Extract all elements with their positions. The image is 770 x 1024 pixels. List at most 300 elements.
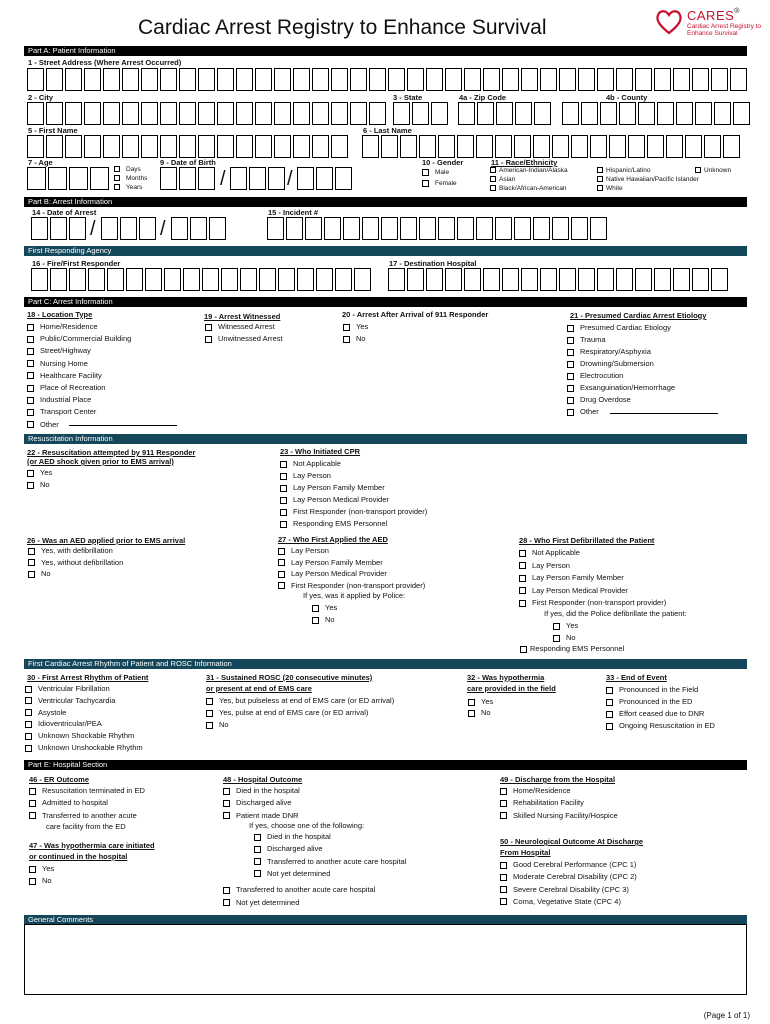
q46-option[interactable]	[29, 811, 137, 820]
char-box[interactable]	[676, 102, 693, 125]
zip-field[interactable]	[458, 102, 553, 125]
char-box[interactable]	[483, 268, 500, 291]
char-box[interactable]	[616, 68, 633, 91]
q27-option[interactable]	[278, 569, 387, 578]
fire-responder-field[interactable]	[31, 268, 373, 291]
char-box[interactable]	[476, 217, 493, 240]
q20-opt[interactable]: No	[343, 334, 366, 343]
char-box[interactable]	[477, 102, 494, 125]
char-box[interactable]	[122, 102, 139, 125]
char-box[interactable]	[198, 135, 215, 158]
checkbox[interactable]	[553, 623, 560, 630]
checkbox[interactable]	[27, 421, 34, 428]
q23-option[interactable]	[280, 507, 427, 516]
checkbox[interactable]	[205, 336, 212, 343]
q27-option[interactable]	[278, 546, 329, 555]
q18-option[interactable]	[27, 334, 131, 343]
char-box[interactable]	[343, 217, 360, 240]
q49-option[interactable]	[500, 786, 571, 795]
county-field[interactable]	[562, 102, 752, 125]
checkbox[interactable]	[606, 699, 613, 706]
char-box[interactable]	[711, 268, 728, 291]
char-box[interactable]	[297, 167, 314, 190]
checkbox[interactable]	[254, 846, 261, 853]
char-box[interactable]	[495, 135, 512, 158]
char-box[interactable]	[635, 68, 652, 91]
q21-option[interactable]	[567, 371, 623, 380]
q21-option[interactable]	[567, 335, 606, 344]
q28-option[interactable]	[519, 573, 624, 582]
checkbox[interactable]	[567, 373, 574, 380]
q22-opt[interactable]: No	[27, 480, 50, 489]
checkbox[interactable]	[29, 866, 36, 873]
char-box[interactable]	[426, 68, 443, 91]
char-box[interactable]	[578, 68, 595, 91]
char-box[interactable]	[521, 268, 538, 291]
checkbox[interactable]	[278, 548, 285, 555]
checkbox[interactable]	[280, 473, 287, 480]
q18-option[interactable]	[27, 420, 59, 429]
char-box[interactable]	[236, 102, 253, 125]
char-box[interactable]	[145, 268, 162, 291]
char-box[interactable]	[445, 68, 462, 91]
q18-option[interactable]	[27, 407, 96, 416]
q30-option[interactable]	[25, 743, 143, 752]
q22-opt[interactable]: Yes	[27, 468, 52, 477]
q26-option[interactable]	[28, 558, 123, 567]
char-box[interactable]	[521, 68, 538, 91]
char-box[interactable]	[217, 135, 234, 158]
char-box[interactable]	[515, 102, 532, 125]
checkbox[interactable]	[343, 336, 350, 343]
char-box[interactable]	[692, 68, 709, 91]
checkbox[interactable]	[312, 617, 319, 624]
checkbox[interactable]	[27, 372, 34, 379]
q28-option[interactable]	[519, 586, 628, 595]
q30-option[interactable]	[25, 684, 110, 693]
checkbox[interactable]	[519, 550, 526, 557]
char-box[interactable]	[723, 135, 740, 158]
checkbox[interactable]	[114, 175, 120, 181]
checkbox[interactable]	[29, 812, 36, 819]
char-box[interactable]	[324, 217, 341, 240]
char-box[interactable]	[50, 268, 67, 291]
q18-option[interactable]	[27, 359, 88, 368]
checkbox[interactable]	[567, 349, 574, 356]
char-box[interactable]	[88, 268, 105, 291]
char-box[interactable]	[255, 102, 272, 125]
char-box[interactable]	[616, 268, 633, 291]
char-box[interactable]	[141, 68, 158, 91]
q31-option[interactable]	[206, 696, 394, 705]
dob-day-field[interactable]	[230, 167, 287, 190]
char-box[interactable]	[69, 217, 86, 240]
char-box[interactable]	[255, 68, 272, 91]
char-box[interactable]	[502, 68, 519, 91]
char-box[interactable]	[412, 102, 429, 125]
checkbox[interactable]	[519, 562, 526, 569]
checkbox[interactable]	[27, 409, 34, 416]
q30-option[interactable]	[25, 719, 102, 728]
char-box[interactable]	[139, 217, 156, 240]
q21-option[interactable]	[567, 383, 675, 392]
checkbox[interactable]	[519, 600, 526, 607]
q47-opt[interactable]: Yes	[29, 864, 54, 873]
race-opt[interactable]: Hispanic/Latino	[597, 167, 650, 174]
char-box[interactable]	[571, 135, 588, 158]
q33-option[interactable]	[606, 697, 692, 706]
checkbox[interactable]	[597, 176, 603, 182]
checkbox[interactable]	[567, 385, 574, 392]
checkbox[interactable]	[280, 497, 287, 504]
char-box[interactable]	[464, 68, 481, 91]
char-box[interactable]	[316, 268, 333, 291]
checkbox[interactable]	[422, 169, 429, 176]
checkbox[interactable]	[27, 360, 34, 367]
char-box[interactable]	[293, 102, 310, 125]
char-box[interactable]	[69, 268, 86, 291]
q26-option[interactable]	[28, 546, 113, 555]
q50-option[interactable]	[500, 872, 637, 881]
char-box[interactable]	[407, 68, 424, 91]
char-box[interactable]	[297, 268, 314, 291]
q18-option[interactable]	[27, 383, 105, 392]
char-box[interactable]	[619, 102, 636, 125]
char-box[interactable]	[597, 68, 614, 91]
q33-option[interactable]	[606, 721, 715, 730]
char-box[interactable]	[638, 102, 655, 125]
checkbox[interactable]	[223, 887, 230, 894]
char-box[interactable]	[240, 268, 257, 291]
char-box[interactable]	[559, 268, 576, 291]
char-box[interactable]	[268, 167, 285, 190]
char-box[interactable]	[438, 217, 455, 240]
q32-opt[interactable]: Yes	[468, 697, 493, 706]
checkbox[interactable]	[254, 870, 261, 877]
checkbox[interactable]	[29, 878, 36, 885]
arrest-day-field[interactable]	[101, 217, 158, 240]
destination-field[interactable]	[388, 268, 730, 291]
char-box[interactable]	[84, 68, 101, 91]
char-box[interactable]	[312, 135, 329, 158]
race-opt[interactable]: Unknown	[695, 167, 731, 174]
char-box[interactable]	[316, 167, 333, 190]
char-box[interactable]	[350, 68, 367, 91]
q28-police-opt[interactable]: Yes	[553, 621, 578, 630]
char-box[interactable]	[730, 68, 747, 91]
checkbox[interactable]	[567, 361, 574, 368]
checkbox[interactable]	[27, 348, 34, 355]
q31-option[interactable]	[206, 708, 368, 717]
q28-ems-opt[interactable]: Responding EMS Personnel	[520, 644, 624, 653]
char-box[interactable]	[27, 102, 44, 125]
char-box[interactable]	[457, 135, 474, 158]
char-box[interactable]	[293, 135, 310, 158]
checkbox[interactable]	[223, 899, 230, 906]
char-box[interactable]	[704, 135, 721, 158]
q27-option[interactable]	[278, 581, 425, 590]
char-box[interactable]	[179, 68, 196, 91]
char-box[interactable]	[274, 135, 291, 158]
char-box[interactable]	[597, 268, 614, 291]
q19-opt[interactable]: Unwitnessed Arrest	[205, 334, 283, 343]
first-name-field[interactable]	[27, 135, 350, 158]
checkbox[interactable]	[206, 710, 213, 717]
char-box[interactable]	[400, 217, 417, 240]
checkbox[interactable]	[567, 325, 574, 332]
checkbox[interactable]	[114, 184, 120, 190]
char-box[interactable]	[657, 102, 674, 125]
char-box[interactable]	[84, 135, 101, 158]
q30-option[interactable]	[25, 696, 115, 705]
checkbox[interactable]	[278, 582, 285, 589]
char-box[interactable]	[65, 102, 82, 125]
char-box[interactable]	[249, 167, 266, 190]
char-box[interactable]	[590, 217, 607, 240]
char-box[interactable]	[534, 102, 551, 125]
char-box[interactable]	[381, 135, 398, 158]
gender-female[interactable]: Female	[422, 180, 457, 187]
char-box[interactable]	[609, 135, 626, 158]
q23-option[interactable]	[280, 495, 389, 504]
char-box[interactable]	[445, 268, 462, 291]
char-box[interactable]	[122, 135, 139, 158]
char-box[interactable]	[354, 268, 371, 291]
state-field[interactable]	[393, 102, 450, 125]
q21-option[interactable]	[567, 359, 654, 368]
char-box[interactable]	[431, 102, 448, 125]
char-box[interactable]	[711, 68, 728, 91]
char-box[interactable]	[419, 135, 436, 158]
char-box[interactable]	[647, 135, 664, 158]
checkbox[interactable]	[520, 646, 527, 653]
checkbox[interactable]	[490, 167, 496, 173]
q48-option[interactable]	[223, 786, 300, 795]
q48sub-option[interactable]	[254, 869, 330, 878]
last-name-field[interactable]	[362, 135, 742, 158]
char-box[interactable]	[533, 135, 550, 158]
char-box[interactable]	[202, 268, 219, 291]
char-box[interactable]	[654, 268, 671, 291]
checkbox[interactable]	[312, 605, 319, 612]
char-box[interactable]	[581, 102, 598, 125]
checkbox[interactable]	[468, 710, 475, 717]
checkbox[interactable]	[28, 548, 35, 555]
checkbox[interactable]	[567, 397, 574, 404]
age-unit-days[interactable]: Days	[114, 166, 141, 173]
checkbox[interactable]	[500, 886, 507, 893]
checkbox[interactable]	[606, 723, 613, 730]
char-box[interactable]	[666, 135, 683, 158]
char-box[interactable]	[198, 102, 215, 125]
checkbox[interactable]	[280, 509, 287, 516]
general-comments-field[interactable]	[24, 924, 747, 995]
char-box[interactable]	[267, 217, 284, 240]
checkbox[interactable]	[254, 858, 261, 865]
char-box[interactable]	[695, 102, 712, 125]
char-box[interactable]	[65, 68, 82, 91]
q18-option[interactable]	[27, 346, 91, 355]
char-box[interactable]	[120, 217, 137, 240]
char-box[interactable]	[514, 135, 531, 158]
char-box[interactable]	[540, 68, 557, 91]
checkbox[interactable]	[27, 324, 34, 331]
q30-option[interactable]	[25, 708, 66, 717]
char-box[interactable]	[27, 135, 44, 158]
q28-option[interactable]	[519, 598, 666, 607]
char-box[interactable]	[179, 135, 196, 158]
char-box[interactable]	[65, 135, 82, 158]
char-box[interactable]	[552, 135, 569, 158]
q18-option[interactable]	[27, 371, 102, 380]
char-box[interactable]	[407, 268, 424, 291]
checkbox[interactable]	[606, 711, 613, 718]
char-box[interactable]	[274, 68, 291, 91]
checkbox[interactable]	[500, 800, 507, 807]
char-box[interactable]	[426, 268, 443, 291]
checkbox[interactable]	[27, 336, 34, 343]
checkbox[interactable]	[500, 812, 507, 819]
checkbox[interactable]	[606, 687, 613, 694]
char-box[interactable]	[230, 167, 247, 190]
checkbox[interactable]	[468, 699, 475, 706]
q48sub-option[interactable]	[254, 832, 331, 841]
char-box[interactable]	[388, 68, 405, 91]
q33-option[interactable]	[606, 709, 704, 718]
checkbox[interactable]	[25, 733, 32, 740]
checkbox[interactable]	[206, 698, 213, 705]
char-box[interactable]	[236, 135, 253, 158]
q30-option[interactable]	[25, 731, 134, 740]
q21-option[interactable]	[567, 347, 651, 356]
char-box[interactable]	[496, 102, 513, 125]
char-box[interactable]	[259, 268, 276, 291]
char-box[interactable]	[305, 217, 322, 240]
q26-option[interactable]	[28, 569, 51, 578]
checkbox[interactable]	[500, 862, 507, 869]
char-box[interactable]	[654, 68, 671, 91]
q48sub-option[interactable]	[254, 844, 322, 853]
q18-option[interactable]	[27, 395, 91, 404]
checkbox[interactable]	[27, 397, 34, 404]
arrest-year-field[interactable]	[171, 217, 228, 240]
char-box[interactable]	[559, 68, 576, 91]
char-box[interactable]	[160, 102, 177, 125]
char-box[interactable]	[179, 102, 196, 125]
checkbox[interactable]	[223, 788, 230, 795]
char-box[interactable]	[171, 217, 188, 240]
gender-male[interactable]: Male	[422, 169, 449, 176]
char-box[interactable]	[733, 102, 750, 125]
char-box[interactable]	[393, 102, 410, 125]
checkbox[interactable]	[254, 834, 261, 841]
q48tail-option[interactable]	[223, 885, 375, 894]
char-box[interactable]	[274, 102, 291, 125]
checkbox[interactable]	[205, 324, 212, 331]
checkbox[interactable]	[519, 575, 526, 582]
checkbox[interactable]	[25, 697, 32, 704]
char-box[interactable]	[673, 268, 690, 291]
dob-year-field[interactable]	[297, 167, 354, 190]
checkbox[interactable]	[500, 788, 507, 795]
checkbox[interactable]	[500, 898, 507, 905]
checkbox[interactable]	[597, 167, 603, 173]
char-box[interactable]	[692, 268, 709, 291]
q48tail-option[interactable]	[223, 898, 299, 907]
incident-field[interactable]	[267, 217, 609, 240]
race-opt[interactable]: White	[597, 185, 623, 192]
char-box[interactable]	[673, 68, 690, 91]
char-box[interactable]	[312, 102, 329, 125]
q19-opt[interactable]: Witnessed Arrest	[205, 322, 275, 331]
char-box[interactable]	[331, 68, 348, 91]
char-box[interactable]	[217, 102, 234, 125]
checkbox[interactable]	[567, 337, 574, 344]
q33-option[interactable]	[606, 685, 698, 694]
checkbox[interactable]	[280, 461, 287, 468]
q23-option[interactable]	[280, 471, 331, 480]
checkbox[interactable]	[28, 559, 35, 566]
char-box[interactable]	[331, 102, 348, 125]
char-box[interactable]	[103, 68, 120, 91]
q27-police-opt[interactable]: No	[312, 615, 335, 624]
checkbox[interactable]	[567, 409, 574, 416]
city-field[interactable]	[27, 102, 388, 125]
char-box[interactable]	[514, 217, 531, 240]
char-box[interactable]	[571, 217, 588, 240]
char-box[interactable]	[46, 68, 63, 91]
race-opt[interactable]: Asian	[490, 176, 515, 183]
char-box[interactable]	[635, 268, 652, 291]
char-box[interactable]	[388, 268, 405, 291]
char-box[interactable]	[419, 217, 436, 240]
char-box[interactable]	[278, 268, 295, 291]
char-box[interactable]	[164, 268, 181, 291]
q23-option[interactable]	[280, 483, 385, 492]
char-box[interactable]	[141, 135, 158, 158]
char-box[interactable]	[457, 217, 474, 240]
char-box[interactable]	[84, 102, 101, 125]
char-box[interactable]	[590, 135, 607, 158]
char-box[interactable]	[255, 135, 272, 158]
q18-option[interactable]	[27, 322, 98, 331]
char-box[interactable]	[141, 102, 158, 125]
q27-police-opt[interactable]: Yes	[312, 603, 337, 612]
age-field[interactable]	[27, 167, 111, 190]
char-box[interactable]	[69, 167, 88, 190]
q47-opt[interactable]: No	[29, 876, 52, 885]
checkbox[interactable]	[25, 721, 32, 728]
q21-option[interactable]	[567, 407, 599, 416]
checkbox[interactable]	[25, 686, 32, 693]
char-box[interactable]	[190, 217, 207, 240]
q23-option[interactable]	[280, 459, 341, 468]
char-box[interactable]	[217, 68, 234, 91]
checkbox[interactable]	[223, 800, 230, 807]
char-box[interactable]	[179, 167, 196, 190]
checkbox[interactable]	[29, 800, 36, 807]
char-box[interactable]	[50, 217, 67, 240]
checkbox[interactable]	[597, 185, 603, 191]
age-unit-months[interactable]: Months	[114, 175, 147, 182]
char-box[interactable]	[126, 268, 143, 291]
char-box[interactable]	[438, 135, 455, 158]
q48-option[interactable]	[223, 811, 299, 820]
checkbox[interactable]	[114, 166, 120, 172]
char-box[interactable]	[458, 102, 475, 125]
checkbox[interactable]	[223, 812, 230, 819]
checkbox[interactable]	[278, 571, 285, 578]
